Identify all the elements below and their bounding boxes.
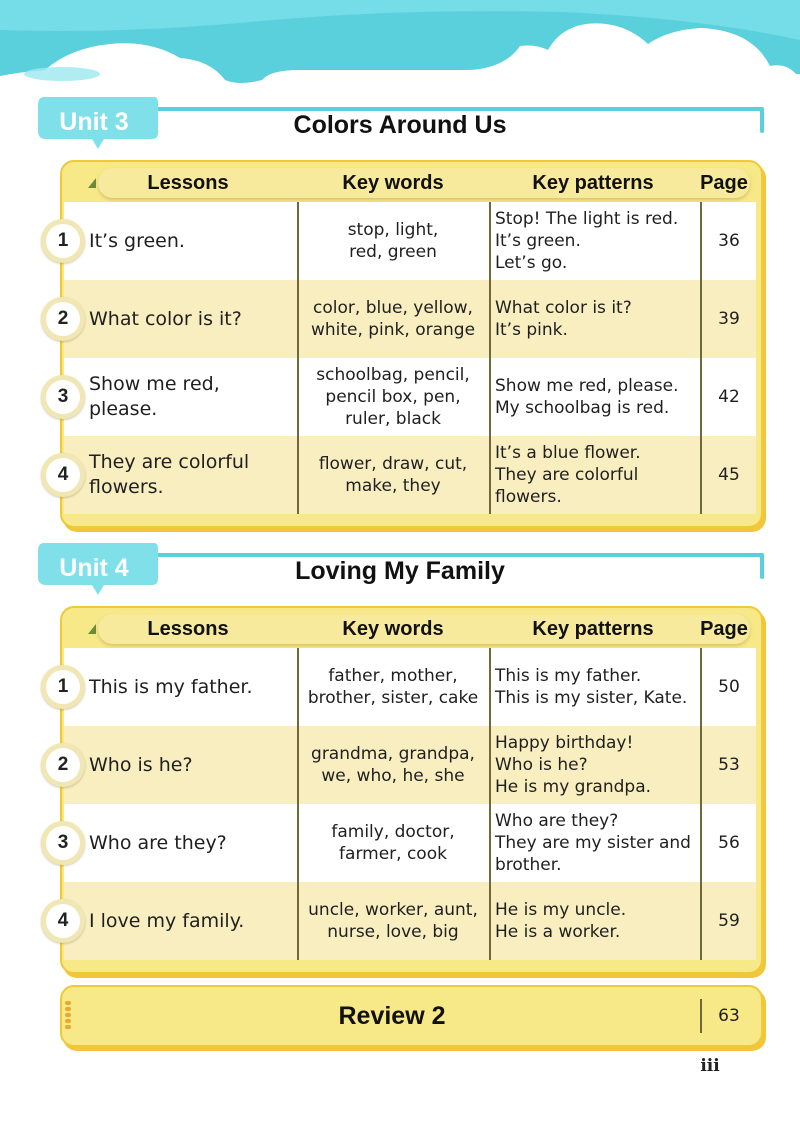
header-key-patterns: Key patterns — [532, 618, 654, 640]
lesson-row[interactable] — [57, 648, 756, 726]
header-lessons: Lessons — [147, 618, 229, 640]
key-words-line: we, who, he, she — [321, 766, 465, 786]
review-title: Review 2 — [338, 1002, 446, 1030]
lesson-number-badge — [41, 665, 85, 709]
key-words-line: schoolbag, pencil, — [316, 365, 470, 385]
lesson-number: 2 — [46, 748, 80, 782]
header-notch — [88, 178, 96, 188]
lesson-title — [89, 804, 297, 882]
column-divider — [700, 648, 702, 960]
lesson-title-line: They are colorful — [89, 451, 250, 473]
key-words-line: make, they — [345, 476, 441, 496]
key-patterns — [495, 648, 695, 726]
column-divider — [297, 648, 299, 960]
unit-tag-label: Unit 4 — [59, 554, 129, 582]
lesson-row[interactable] — [57, 726, 756, 804]
key-words-line: white, pink, orange — [310, 320, 476, 340]
lesson-title — [89, 358, 297, 436]
key-pattern-line: Stop! The light is red. — [495, 209, 679, 229]
key-words-line: red, green — [349, 242, 437, 262]
key-pattern-line: It’s green. — [495, 231, 581, 251]
key-words-line: nurse, love, big — [327, 922, 459, 942]
key-pattern-line: He is my grandpa. — [495, 777, 652, 797]
key-pattern-line: Who are they? — [495, 811, 619, 831]
lesson-row[interactable] — [57, 202, 756, 280]
lesson-row[interactable] — [57, 804, 756, 882]
lesson-rows — [57, 648, 756, 960]
lesson-title — [89, 648, 297, 726]
column-divider — [297, 202, 299, 514]
lesson-title — [89, 280, 297, 358]
page-number: 56 — [718, 833, 740, 853]
unit-title: Loving My Family — [295, 557, 505, 585]
key-words-line: farmer, cook — [339, 844, 447, 864]
lesson-number-badge — [41, 453, 85, 497]
key-words-line: stop, light, — [347, 220, 439, 240]
header-key-words: Key words — [342, 172, 444, 194]
key-pattern-line: He is a worker. — [495, 922, 621, 942]
key-patterns — [495, 358, 695, 436]
header-page: Page — [700, 172, 748, 194]
lesson-title — [89, 436, 297, 514]
page-number: 45 — [718, 465, 740, 485]
key-pattern-line: It’s a blue flower. — [495, 443, 641, 463]
unit-tag-label: Unit 3 — [59, 108, 129, 136]
lesson-number: 1 — [46, 224, 80, 258]
key-words-line: family, doctor, — [331, 822, 455, 842]
key-words — [301, 648, 485, 726]
lesson-number: 2 — [46, 302, 80, 336]
key-patterns — [495, 882, 695, 960]
lesson-number-badge — [41, 375, 85, 419]
key-pattern-line: flowers. — [495, 487, 562, 507]
page-number: 36 — [718, 231, 740, 251]
lesson-title-line: flowers. — [89, 476, 164, 498]
key-words — [301, 202, 485, 280]
header-key-words: Key words — [342, 618, 444, 640]
lesson-title-line: What color is it? — [89, 307, 242, 330]
key-pattern-line: They are my sister and — [495, 833, 691, 853]
key-words-line: ruler, black — [345, 409, 441, 429]
header-page: Page — [700, 618, 748, 640]
lesson-table — [57, 160, 763, 528]
key-pattern-line: Happy birthday! — [495, 733, 634, 753]
page-number: 59 — [718, 911, 740, 931]
lesson-number-badge — [41, 743, 85, 787]
lesson-row[interactable] — [57, 280, 756, 358]
lesson-title — [89, 726, 297, 804]
lesson-title — [89, 202, 297, 280]
key-pattern-line: It’s pink. — [495, 320, 568, 340]
key-words-line: flower, draw, cut, — [318, 454, 468, 474]
lesson-row[interactable] — [57, 358, 756, 436]
lesson-number: 4 — [46, 458, 80, 492]
column-divider — [489, 648, 491, 960]
key-words-line: uncle, worker, aunt, — [308, 900, 478, 920]
header-key-patterns: Key patterns — [532, 172, 654, 194]
review-page-number: 63 — [718, 1006, 740, 1026]
lesson-title-line: please. — [89, 398, 158, 420]
key-words-line: grandma, grandpa, — [311, 744, 475, 764]
key-patterns — [495, 280, 695, 358]
lesson-number: 3 — [46, 380, 80, 414]
key-words — [301, 358, 485, 436]
page-number: 42 — [718, 387, 740, 407]
key-pattern-line: brother. — [495, 855, 562, 875]
key-pattern-line: This is my sister, Kate. — [495, 688, 688, 708]
key-patterns — [495, 804, 695, 882]
lesson-number-badge — [41, 297, 85, 341]
key-pattern-line: He is my uncle. — [495, 900, 627, 920]
table-header — [98, 614, 750, 644]
key-words — [301, 882, 485, 960]
lesson-table — [57, 606, 763, 974]
lesson-row[interactable] — [57, 436, 756, 514]
key-words — [301, 726, 485, 804]
key-pattern-line: Show me red, please. — [495, 376, 679, 396]
key-words — [301, 436, 485, 514]
key-pattern-line: This is my father. — [495, 666, 642, 686]
key-words-line: pencil box, pen, — [325, 387, 461, 407]
lesson-number-badge — [41, 219, 85, 263]
lesson-title-line: Who is he? — [89, 753, 193, 776]
key-pattern-line: What color is it? — [495, 298, 632, 318]
key-words-line: color, blue, yellow, — [313, 298, 473, 318]
header-lessons: Lessons — [147, 172, 229, 194]
lesson-title-line: Show me red, — [89, 373, 220, 395]
lesson-title-line: This is my father. — [89, 675, 253, 698]
key-words — [301, 804, 485, 882]
lesson-title-line: It’s green. — [89, 229, 185, 252]
page-number: 53 — [718, 755, 740, 775]
lesson-title-line: Who are they? — [89, 831, 227, 854]
lesson-number: 1 — [46, 670, 80, 704]
key-patterns — [495, 436, 695, 514]
key-pattern-line: They are colorful — [495, 465, 639, 485]
lesson-number: 4 — [46, 904, 80, 938]
key-pattern-line: Let’s go. — [495, 253, 568, 273]
column-divider — [489, 202, 491, 514]
lesson-row[interactable] — [57, 882, 756, 960]
review-row[interactable] — [60, 985, 763, 1047]
unit-title: Colors Around Us — [293, 111, 507, 139]
header-notch — [88, 624, 96, 634]
folio-page-number: iii — [700, 1056, 720, 1076]
key-patterns — [495, 726, 695, 804]
sky-header-illustration — [0, 0, 800, 100]
lesson-number-badge — [41, 899, 85, 943]
lesson-rows — [57, 202, 756, 514]
page-number: 39 — [718, 309, 740, 329]
key-words-line: father, mother, — [328, 666, 458, 686]
lesson-title-line: I love my family. — [89, 909, 245, 932]
table-header — [98, 168, 750, 198]
page-number: 50 — [718, 677, 740, 697]
key-pattern-line: Who is he? — [495, 755, 588, 775]
key-words — [301, 280, 485, 358]
column-divider — [700, 202, 702, 514]
lesson-number: 3 — [46, 826, 80, 860]
key-pattern-line: My schoolbag is red. — [495, 398, 670, 418]
lesson-number-badge — [41, 821, 85, 865]
key-patterns — [495, 202, 695, 280]
key-words-line: brother, sister, cake — [307, 688, 479, 708]
lesson-title — [89, 882, 297, 960]
